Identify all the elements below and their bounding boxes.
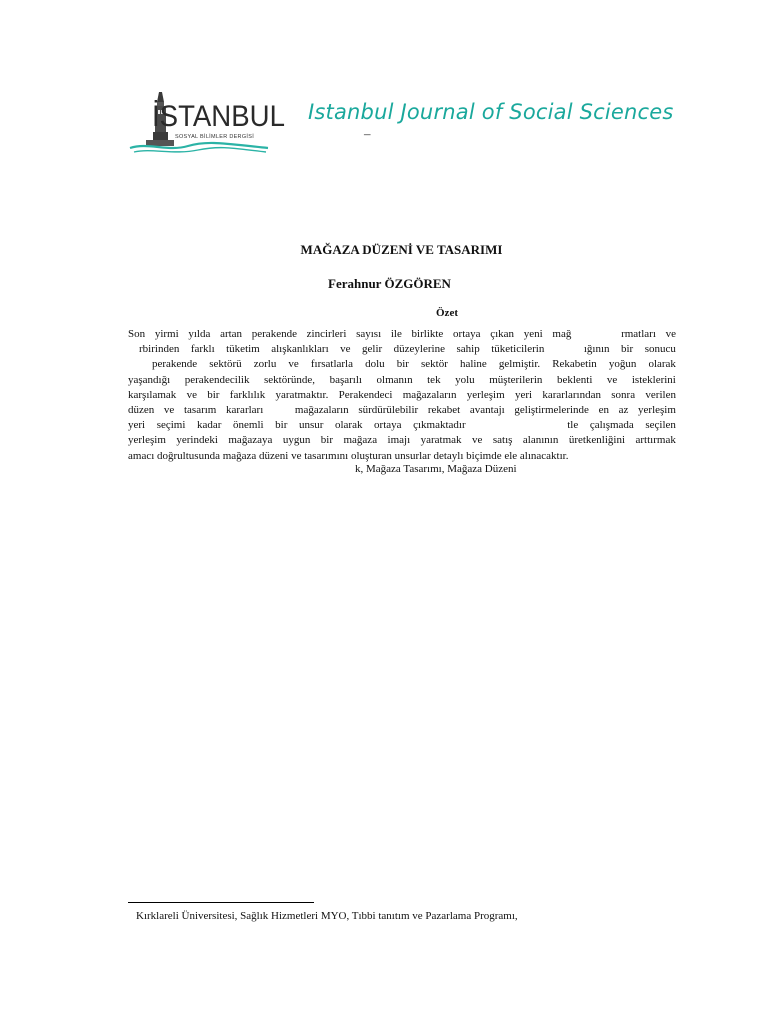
abstract-heading: Özet (436, 307, 458, 319)
abstract-word: olarak (648, 358, 676, 371)
abstract-word: haline (459, 358, 487, 371)
abstract-word: bir (320, 434, 334, 447)
abstract-word: ve (163, 403, 175, 416)
abstract-word: mağazaların (294, 403, 349, 416)
abstract-word: gelmiştir. (498, 358, 541, 371)
abstract-word: ığının (583, 343, 610, 356)
abstract-word: önemli (233, 419, 264, 432)
abstract-word: Son (128, 328, 146, 340)
abstract-word: düzeylerine (393, 343, 445, 356)
abstract-word: yirmi (154, 328, 179, 340)
abstract-word: rekabet (427, 403, 461, 416)
abstract-word: yolu (455, 373, 475, 386)
abstract-word: artan (220, 328, 243, 340)
abstract-word: satış (492, 434, 513, 447)
abstract-word: yeri (514, 388, 533, 401)
header-dash: – (364, 126, 371, 141)
abstract-word: ile (390, 328, 402, 340)
abstract-word: seçilen (645, 419, 676, 432)
abstract-word: sayısı (356, 328, 382, 340)
abstract-word: farklılık (229, 388, 266, 401)
abstract-word: mağ (552, 328, 572, 340)
abstract-line (128, 403, 676, 418)
abstract-word: alanının (522, 434, 559, 447)
abstract-line (128, 373, 676, 388)
abstract-word: sonra (611, 388, 636, 401)
abstract-word: zincirleri (306, 328, 347, 340)
abstract-word: arttırmak (635, 434, 676, 447)
abstract-line (128, 342, 676, 357)
abstract-word: tek (427, 373, 441, 386)
abstract-word: sürdürülebilir (358, 403, 419, 416)
keywords: k, Mağaza Tasarımı, Mağaza Düzeni (355, 463, 517, 475)
abstract-word: tüketim (226, 343, 260, 356)
abstract-word: yaşandığı (128, 373, 171, 386)
abstract-word: tüketicilerin (491, 343, 545, 356)
abstract-line (128, 449, 676, 464)
abstract-word: sektörü (209, 358, 242, 371)
logo-subtitle: SOSYAL BİLİMLER DERGİSİ (175, 134, 255, 140)
abstract-word: kadar (196, 419, 222, 432)
abstract-word: yerleşim (638, 403, 676, 416)
abstract-word: gelir (362, 343, 383, 356)
abstract-word: karşılamak (128, 388, 177, 401)
abstract-word: sektör (420, 358, 448, 371)
abstract-word: yoğun (608, 358, 637, 371)
abstract-word: Perakendeci (338, 388, 393, 401)
abstract-word: yılda (188, 328, 211, 340)
abstract-word: ve (665, 328, 676, 340)
abstract-word: ve (340, 343, 351, 356)
abstract-word: az (618, 403, 629, 416)
abstract-word: yerleşim (466, 388, 505, 401)
abstract-word: sonucu (644, 343, 676, 356)
abstract-word: beklenti (556, 373, 593, 386)
article-title: MAĞAZA DÜZENİ VE TASARIMI (300, 242, 503, 257)
abstract-word: geliştirmelerinde (514, 403, 589, 416)
abstract-word: yaratmaktır. (275, 388, 329, 401)
abstract-word: en (598, 403, 609, 416)
abstract-word: perakende (251, 328, 297, 340)
abstract-word: bir (275, 419, 288, 432)
abstract-word: çıkan (490, 328, 515, 340)
abstract-word: amacı doğrultusunda mağaza düzeni ve tasarımını oluşturan unsurlar detaylı biçimde ele alınacaktır. (128, 449, 569, 462)
abstract-line (128, 418, 676, 433)
abstract-word: imajı (387, 434, 411, 447)
abstract-word: seçimi (156, 419, 186, 432)
abstract-word: perakendecilik (184, 373, 250, 386)
abstract-word: yaratmak (420, 434, 462, 447)
abstract-line (128, 327, 676, 342)
abstract-word: alışkanlıkları (271, 343, 329, 356)
abstract-word: bir (396, 358, 409, 371)
abstract-word: ortaya (374, 419, 402, 432)
abstract-word: uygun (282, 434, 311, 447)
abstract-word: ve (288, 358, 299, 371)
abstract-word: dolu (365, 358, 385, 371)
abstract-line (128, 357, 676, 372)
abstract-word: başarılı (329, 373, 362, 386)
abstract-word: bir (207, 388, 220, 401)
abstract-word: yerindeki (176, 434, 218, 447)
abstract-word: fırsatlarla (310, 358, 353, 371)
abstract-word: rbirinden (139, 343, 180, 356)
abstract-word: verilen (645, 388, 676, 401)
abstract-word: ve (472, 434, 483, 447)
abstract-word: olarak (334, 419, 363, 432)
abstract-word: avantajı (469, 403, 505, 416)
abstract-word: düzen (128, 403, 155, 416)
abstract-word: Rekabetin (552, 358, 597, 371)
abstract-word: unsur (298, 419, 324, 432)
abstract-word: tle (567, 419, 579, 432)
abstract-word: üretkenliğini (568, 434, 626, 447)
abstract-word: perakende (152, 358, 198, 371)
abstract-word: yerleşim (128, 434, 166, 447)
footnote-rule (128, 902, 314, 903)
abstract-word: olmanın (376, 373, 413, 386)
abstract-word: isteklerini (631, 373, 676, 386)
abstract-word: yeni (523, 328, 543, 340)
abstract-word: ve (606, 373, 618, 386)
journal-title: Istanbul Journal of Social Sciences (308, 100, 674, 124)
abstract-word: ortaya (453, 328, 481, 340)
abstract-word: farklı (190, 343, 215, 356)
abstract-line (128, 388, 676, 403)
journal-logo (128, 88, 285, 156)
abstract-word: kararları (226, 403, 264, 416)
abstract-word: mağaza (343, 434, 378, 447)
abstract-word: mağazaların (402, 388, 457, 401)
abstract-word: bir (620, 343, 634, 356)
abstract-word: mağazaya (228, 434, 273, 447)
author-name: Ferahnur ÖZGÖREN (328, 276, 451, 291)
logo-text: İSTANBUL (152, 100, 285, 133)
abstract-line (128, 433, 676, 448)
abstract-word: çalışmada (589, 419, 634, 432)
abstract-word: tasarım (183, 403, 217, 416)
abstract-body (128, 327, 676, 464)
abstract-word: sektöründe, (264, 373, 316, 386)
abstract-word: müşterilerin (489, 373, 543, 386)
footnote: Kırklareli Üniversitesi, Sağlık Hizmetleri MYO, Tıbbi tanıtım ve Pazarlama Programı, (136, 910, 518, 922)
abstract-word: birlikte (411, 328, 444, 340)
abstract-word: zorlu (253, 358, 277, 371)
abstract-word: kararlarından (542, 388, 601, 401)
abstract-word: ve (186, 388, 197, 401)
abstract-word: rmatları (621, 328, 656, 340)
abstract-word: çıkmaktadır (413, 419, 466, 432)
abstract-word: sahip (456, 343, 480, 356)
abstract-word: yeri (128, 419, 146, 432)
